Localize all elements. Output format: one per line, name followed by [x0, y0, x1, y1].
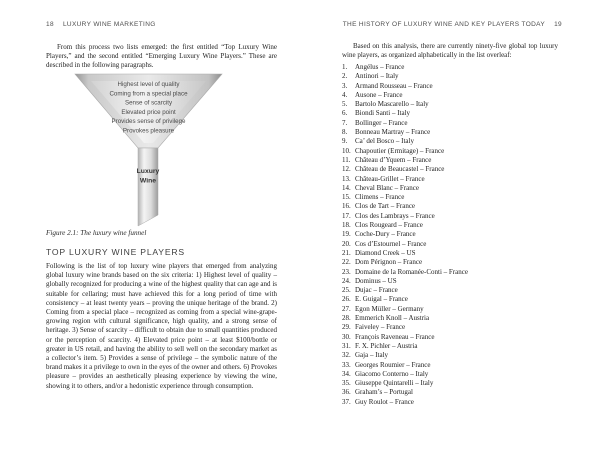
list-item-number: 32.	[342, 351, 351, 360]
list-item-number: 33.	[342, 360, 351, 369]
list-item-text: Georges Roumier – France	[355, 360, 431, 369]
list-item-number: 21.	[342, 248, 351, 257]
list-item	[342, 147, 560, 156]
funnel-criterion-3: Sense of scarcity	[124, 99, 173, 107]
left-intro-paragraph: From this process two lists emerged: the first entitled “Top Luxury Wine Players,” and the second entitled “Emerging Luxury Wine Players.” These are described in the following paragraphs.	[46, 43, 277, 70]
right-intro-paragraph: Based on this analysis, there are currently ninety-five global top luxury wine players, as organized alphabetically in the list overleaf:	[342, 42, 558, 60]
list-item	[342, 100, 560, 109]
list-item	[342, 388, 560, 397]
list-item-text: E. Guigal – France	[355, 295, 408, 304]
funnel-criterion-6: Provokes pleasure	[122, 127, 175, 135]
funnel-criterion-1: Highest level of quality	[117, 81, 180, 88]
list-item-number: 35.	[342, 379, 351, 388]
list-item-number: 23.	[342, 267, 351, 276]
list-item-text: Angélus – France	[355, 63, 405, 71]
list-item	[342, 351, 560, 360]
list-item-number: 30.	[342, 332, 351, 341]
list-item-text: Egon Müller – Germany	[355, 304, 424, 313]
list-item-number: 11.	[342, 155, 351, 164]
list-item-text: Coche-Dury – France	[355, 230, 416, 239]
list-item-number: 31.	[342, 341, 351, 350]
list-item	[342, 221, 560, 230]
list-item-number: 24.	[342, 276, 351, 285]
funnel-stem-label-line2: Wine	[139, 177, 157, 185]
list-item-number: 8.	[342, 128, 348, 137]
list-item	[342, 379, 560, 388]
list-item	[342, 72, 560, 81]
list-item-number: 4.	[342, 90, 348, 99]
funnel-criterion-4: Elevated price point	[121, 108, 176, 116]
list-item	[342, 212, 560, 221]
list-item-number: 7.	[342, 118, 348, 127]
list-item-text: Bollinger – France	[355, 118, 408, 127]
list-item-text: Chapoutier (Ermitage) – France	[355, 146, 445, 155]
list-item	[342, 156, 560, 165]
list-item	[342, 249, 560, 258]
luxury-wine-funnel-diagram	[60, 68, 240, 233]
list-item-text: Château de Beaucastel – France	[355, 165, 445, 174]
list-item-number: 18.	[342, 221, 351, 230]
list-item-text: Bonneau Martray – France	[355, 128, 431, 137]
list-item-text: Clos Rougeard – France	[355, 221, 423, 230]
list-item-text: Domaine de la Romanée-Conti – France	[355, 267, 468, 276]
list-item	[342, 314, 560, 323]
section-heading: TOP LUXURY WINE PLAYERS	[46, 247, 185, 257]
list-item	[342, 230, 560, 239]
list-item-number: 17.	[342, 211, 351, 220]
list-item-text: Faiveley – France	[355, 323, 406, 332]
list-item-text: Cos d’Estournel – France	[355, 239, 427, 248]
funnel-stem-label-line1: Luxury	[136, 168, 160, 175]
list-item-text: Ca’ del Bosco – Italy	[355, 137, 414, 146]
list-item-number: 27.	[342, 304, 351, 313]
funnel-criterion-2: Coming from a special place	[109, 90, 188, 98]
left-page-number: 18	[46, 21, 54, 28]
list-item-number: 14.	[342, 183, 351, 192]
list-item-number: 15.	[342, 193, 351, 202]
right-running-head	[343, 21, 562, 28]
list-item	[342, 268, 560, 277]
list-item	[342, 184, 560, 193]
list-item-text: Bartolo Mascarello – Italy	[355, 100, 429, 109]
list-item-text: François Raveneau – France	[355, 332, 435, 341]
list-item-number: 36.	[342, 388, 351, 397]
list-item-text: Diamond Creek – US	[355, 248, 416, 257]
left-body-paragraph: Following is the list of top luxury wine players that emerged from analyzing global luxury wine brands based on the six criteria: 1) Highest level of quality – globally recognized for producing a wine of the highest quality that can age and is suitable for cellaring; must have achieved this for a long period of time with consistency – at least twenty years – proving the unique heritage of the brand. 2) Coming from a special place – recognized as coming from a special wine-grape-growing region with cultural significance, high quality, and a strong sense of heritage. 3) Sense of scarcity – difficult to obtain due to small quantities produced or the perception of scarcity. 4) Elevated price point – at least $100/bottle or greater in US retail, and having the ability to sell well on the secondary market as a collector’s item. 5) Provides a sense of privilege – the symbolic nature of the brand makes it a privilege to own in the eyes of the owner and others. 6) Provokes pleasure – provides an aesthetically pleasing experience by viewing the wine, showing it to others, and/or a hedonistic experience through consumption.	[46, 262, 277, 390]
list-item	[342, 361, 560, 370]
list-item-text: Clos des Lambrays – France	[355, 211, 435, 220]
list-item-number: 16.	[342, 202, 351, 211]
list-item	[342, 193, 560, 202]
list-item-number: 25.	[342, 286, 351, 295]
left-running-head-title: LUXURY WINE MARKETING	[62, 21, 156, 28]
list-item	[342, 370, 560, 379]
list-item-text: Cheval Blanc – France	[355, 183, 419, 192]
list-item-number: 13.	[342, 174, 351, 183]
list-item	[342, 295, 560, 304]
list-item-number: 20.	[342, 239, 351, 248]
list-item-number: 26.	[342, 295, 351, 304]
list-item-text: Château d’Yquem – France	[355, 155, 432, 164]
list-item-text: Clos de Tart – France	[355, 202, 416, 211]
list-item-number: 12.	[342, 165, 351, 174]
list-item-text: Antinori – Italy	[355, 72, 399, 81]
list-item-number: 3.	[342, 81, 348, 90]
list-item-number: 1.	[342, 63, 348, 71]
list-item-number: 29.	[342, 323, 351, 332]
list-item-number: 10.	[342, 146, 351, 155]
list-item-number: 34.	[342, 369, 351, 378]
list-item-text: Biondi Santi – Italy	[355, 109, 411, 118]
list-item	[342, 175, 560, 184]
list-item-number: 6.	[342, 109, 348, 118]
list-item-text: Giuseppe Quintarelli – Italy	[355, 379, 434, 388]
list-item-number: 28.	[342, 314, 351, 323]
funnel-criterion-5: Provides sense of privilege	[111, 118, 186, 126]
list-item	[342, 398, 560, 407]
list-item-text: Dom Pérignon – France	[355, 258, 423, 267]
list-item	[342, 91, 560, 100]
list-item-text: Château-Grillet – France	[355, 174, 425, 183]
list-item-text: Dujac – France	[355, 286, 398, 295]
right-page-number: 19	[554, 21, 562, 28]
right-running-head-title: THE HISTORY OF LUXURY WINE AND KEY PLAYERS TODAY	[342, 21, 546, 28]
list-item	[342, 128, 560, 137]
wine-players-list	[342, 63, 560, 407]
list-item-text: Guy Roulot – France	[355, 397, 414, 406]
left-running-head	[46, 21, 156, 28]
list-item	[342, 119, 560, 128]
list-item	[342, 165, 560, 174]
list-item-text: Gaja – Italy	[355, 351, 389, 360]
list-item-number: 2.	[342, 72, 348, 81]
list-item	[342, 63, 560, 72]
figure-caption: Figure 2.1: The luxury wine funnel	[46, 229, 147, 237]
list-item-text: Emmerich Knoll – Austria	[355, 314, 430, 323]
list-item-number: 9.	[342, 137, 348, 146]
list-item	[342, 286, 560, 295]
list-item	[342, 258, 560, 267]
list-item-text: Giacomo Conterno – Italy	[355, 369, 429, 378]
list-item	[342, 305, 560, 314]
list-item-text: Armand Rousseau – France	[355, 81, 433, 90]
list-item	[342, 109, 560, 118]
list-item-text: Climens – France	[355, 193, 405, 202]
list-item	[342, 240, 560, 249]
list-item	[342, 202, 560, 211]
list-item	[342, 323, 560, 332]
list-item-text: Dominus – US	[355, 276, 397, 285]
list-item	[342, 333, 560, 342]
list-item-text: F. X. Pichler – Austria	[355, 341, 418, 350]
list-item	[342, 342, 560, 351]
list-item-number: 37.	[342, 397, 351, 406]
list-item-text: Graham’s – Portugal	[355, 388, 413, 397]
list-item-number: 5.	[342, 100, 348, 109]
list-item	[342, 82, 560, 91]
list-item-number: 19.	[342, 230, 351, 239]
list-item	[342, 137, 560, 146]
list-item-text: Ausone – France	[355, 90, 403, 99]
funnel-stem-shape	[138, 148, 158, 226]
list-item	[342, 277, 560, 286]
list-item-number: 22.	[342, 258, 351, 267]
